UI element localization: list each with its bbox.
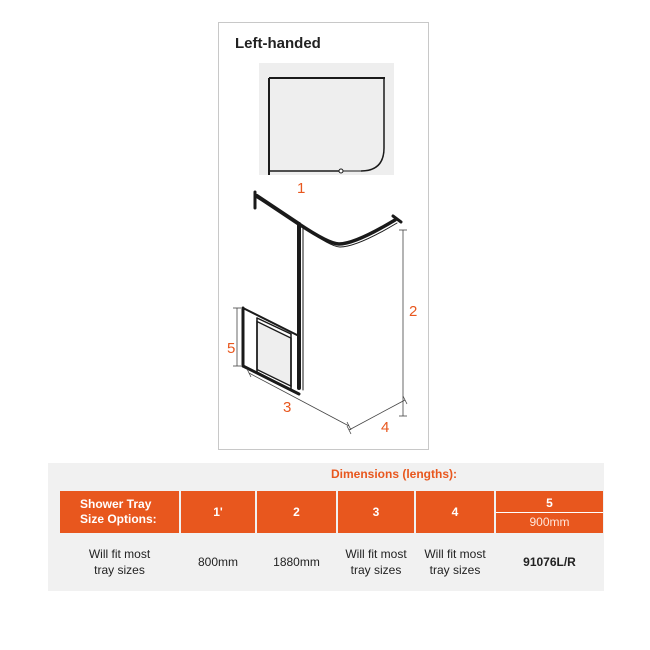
diagram-panel: [218, 22, 429, 450]
dimensions-table: [48, 463, 604, 591]
plan-view: [259, 63, 394, 197]
row-cell-2: 1880mm: [273, 555, 320, 569]
dimensions-title: Dimensions (lengths):: [331, 467, 458, 481]
dim-label-4: 4: [381, 419, 390, 436]
header-size-line1: Shower Tray: [80, 497, 152, 511]
plan-label-holder: [259, 155, 394, 197]
isometric-drawing: [219, 178, 430, 451]
row-cell-4-line1: Will fit most: [424, 547, 486, 561]
row-cell-3-line1: Will fit most: [345, 547, 407, 561]
header-col-1: 1': [181, 491, 255, 533]
row-cell-0-line1: Will fit most: [88, 547, 151, 561]
header-col-2: 2: [257, 491, 336, 533]
row-cell-3: [338, 540, 414, 584]
dim-label-2: 2: [409, 303, 418, 320]
header-size-line2: Size Options:: [80, 512, 157, 526]
header-col-5-size: 900mm: [529, 514, 570, 529]
row-cell-0-line2: tray sizes: [94, 563, 145, 577]
row-cell-3-line2: tray sizes: [350, 563, 402, 577]
panel-title: Left-handed: [235, 35, 321, 52]
header-size-options: [60, 491, 179, 533]
header-col-5-number: 5: [496, 494, 603, 513]
header-col-4: 4: [416, 491, 494, 533]
row-cell-4: [416, 540, 494, 584]
row-cell-4-line2: tray sizes: [429, 563, 481, 577]
row-cell-1: 800mm: [197, 555, 238, 569]
header-col-3: 3: [338, 491, 414, 533]
row-cell-5: 91076L/R: [523, 555, 576, 569]
row-cell-size-options: [60, 540, 179, 584]
header-col-5: [496, 491, 603, 533]
isometric-view: [219, 178, 430, 451]
plan-label-1: 1: [297, 180, 306, 197]
dim-label-3: 3: [283, 399, 292, 416]
dim-label-5: 5: [227, 340, 236, 357]
